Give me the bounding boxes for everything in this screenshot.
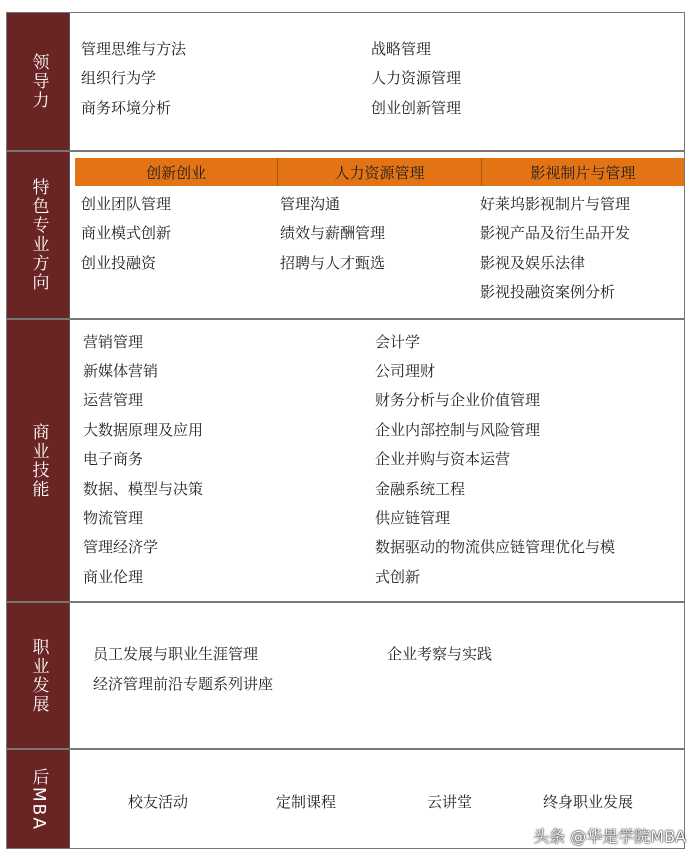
section-label: 商业技能 bbox=[7, 320, 70, 601]
specializations-content bbox=[69, 152, 684, 318]
course-item: 影视产品及衍生品开发 bbox=[480, 224, 631, 242]
post-mba-item: 校友活动 bbox=[128, 793, 189, 811]
course-item: 运营管理 bbox=[83, 391, 144, 409]
course-item: 好莱坞影视制片与管理 bbox=[480, 195, 631, 213]
course-item: 商业伦理 bbox=[83, 568, 144, 586]
course-item: 数据驱动的物流供应链管理优化与模 bbox=[375, 538, 616, 556]
watermark: 头条 @华是学院MBA bbox=[533, 827, 686, 846]
course-item: 企业考察与实践 bbox=[387, 645, 493, 663]
course-item: 财务分析与企业价值管理 bbox=[375, 391, 541, 409]
section-label: 后MBA bbox=[7, 750, 70, 848]
course-item: 企业并购与资本运营 bbox=[375, 450, 511, 468]
career-content bbox=[69, 603, 684, 748]
course-item: 创业投融资 bbox=[81, 254, 157, 272]
course-item: 营销管理 bbox=[83, 333, 144, 351]
course-item: 物流管理 bbox=[83, 509, 144, 527]
course-item: 大数据原理及应用 bbox=[83, 421, 204, 439]
course-item: 数据、模型与决策 bbox=[83, 480, 204, 498]
course-item: 创业团队管理 bbox=[81, 195, 172, 213]
course-item: 管理思维与方法 bbox=[81, 40, 187, 58]
course-item: 电子商务 bbox=[83, 450, 144, 468]
section-specializations bbox=[6, 151, 685, 319]
course-item: 绩效与薪酬管理 bbox=[280, 224, 386, 242]
leadership-content bbox=[69, 13, 684, 150]
tab-hr: 人力资源管理 bbox=[278, 158, 481, 186]
course-item: 式创新 bbox=[375, 568, 421, 586]
post-mba-item: 云讲堂 bbox=[427, 793, 473, 811]
tab-innovation: 创新创业 bbox=[75, 158, 278, 186]
course-item: 创业创新管理 bbox=[371, 99, 462, 117]
specialization-tabs bbox=[75, 158, 684, 186]
course-item: 员工发展与职业生涯管理 bbox=[93, 645, 259, 663]
section-label: 领导力 bbox=[7, 13, 70, 150]
section-leadership bbox=[6, 12, 685, 151]
course-item: 战略管理 bbox=[371, 40, 432, 58]
post-mba-item: 定制课程 bbox=[276, 793, 337, 811]
post-mba-item: 终身职业发展 bbox=[543, 793, 634, 811]
course-item: 管理经济学 bbox=[83, 538, 159, 556]
section-business-skills bbox=[6, 319, 685, 602]
course-item: 金融系统工程 bbox=[375, 480, 466, 498]
course-item: 人力资源管理 bbox=[371, 69, 462, 87]
course-item: 供应链管理 bbox=[375, 509, 451, 527]
course-item: 管理沟通 bbox=[280, 195, 341, 213]
course-item: 商务环境分析 bbox=[81, 99, 172, 117]
course-item: 经济管理前沿专题系列讲座 bbox=[93, 675, 274, 693]
tab-film: 影视制片与管理 bbox=[482, 158, 684, 186]
course-item: 商业模式创新 bbox=[81, 224, 172, 242]
course-item: 招聘与人才甄选 bbox=[280, 254, 386, 272]
course-item: 公司理财 bbox=[375, 362, 436, 380]
section-label: 职业发展 bbox=[7, 603, 70, 748]
course-item: 影视及娱乐法律 bbox=[480, 254, 586, 272]
course-item: 影视投融资案例分析 bbox=[480, 283, 616, 301]
section-label: 特色专业方向 bbox=[7, 152, 70, 318]
course-item: 企业内部控制与风险管理 bbox=[375, 421, 541, 439]
business-content bbox=[69, 320, 684, 601]
course-item: 组织行为学 bbox=[81, 69, 157, 87]
course-item: 会计学 bbox=[375, 333, 421, 351]
course-item: 新媒体营销 bbox=[83, 362, 159, 380]
section-career bbox=[6, 602, 685, 749]
